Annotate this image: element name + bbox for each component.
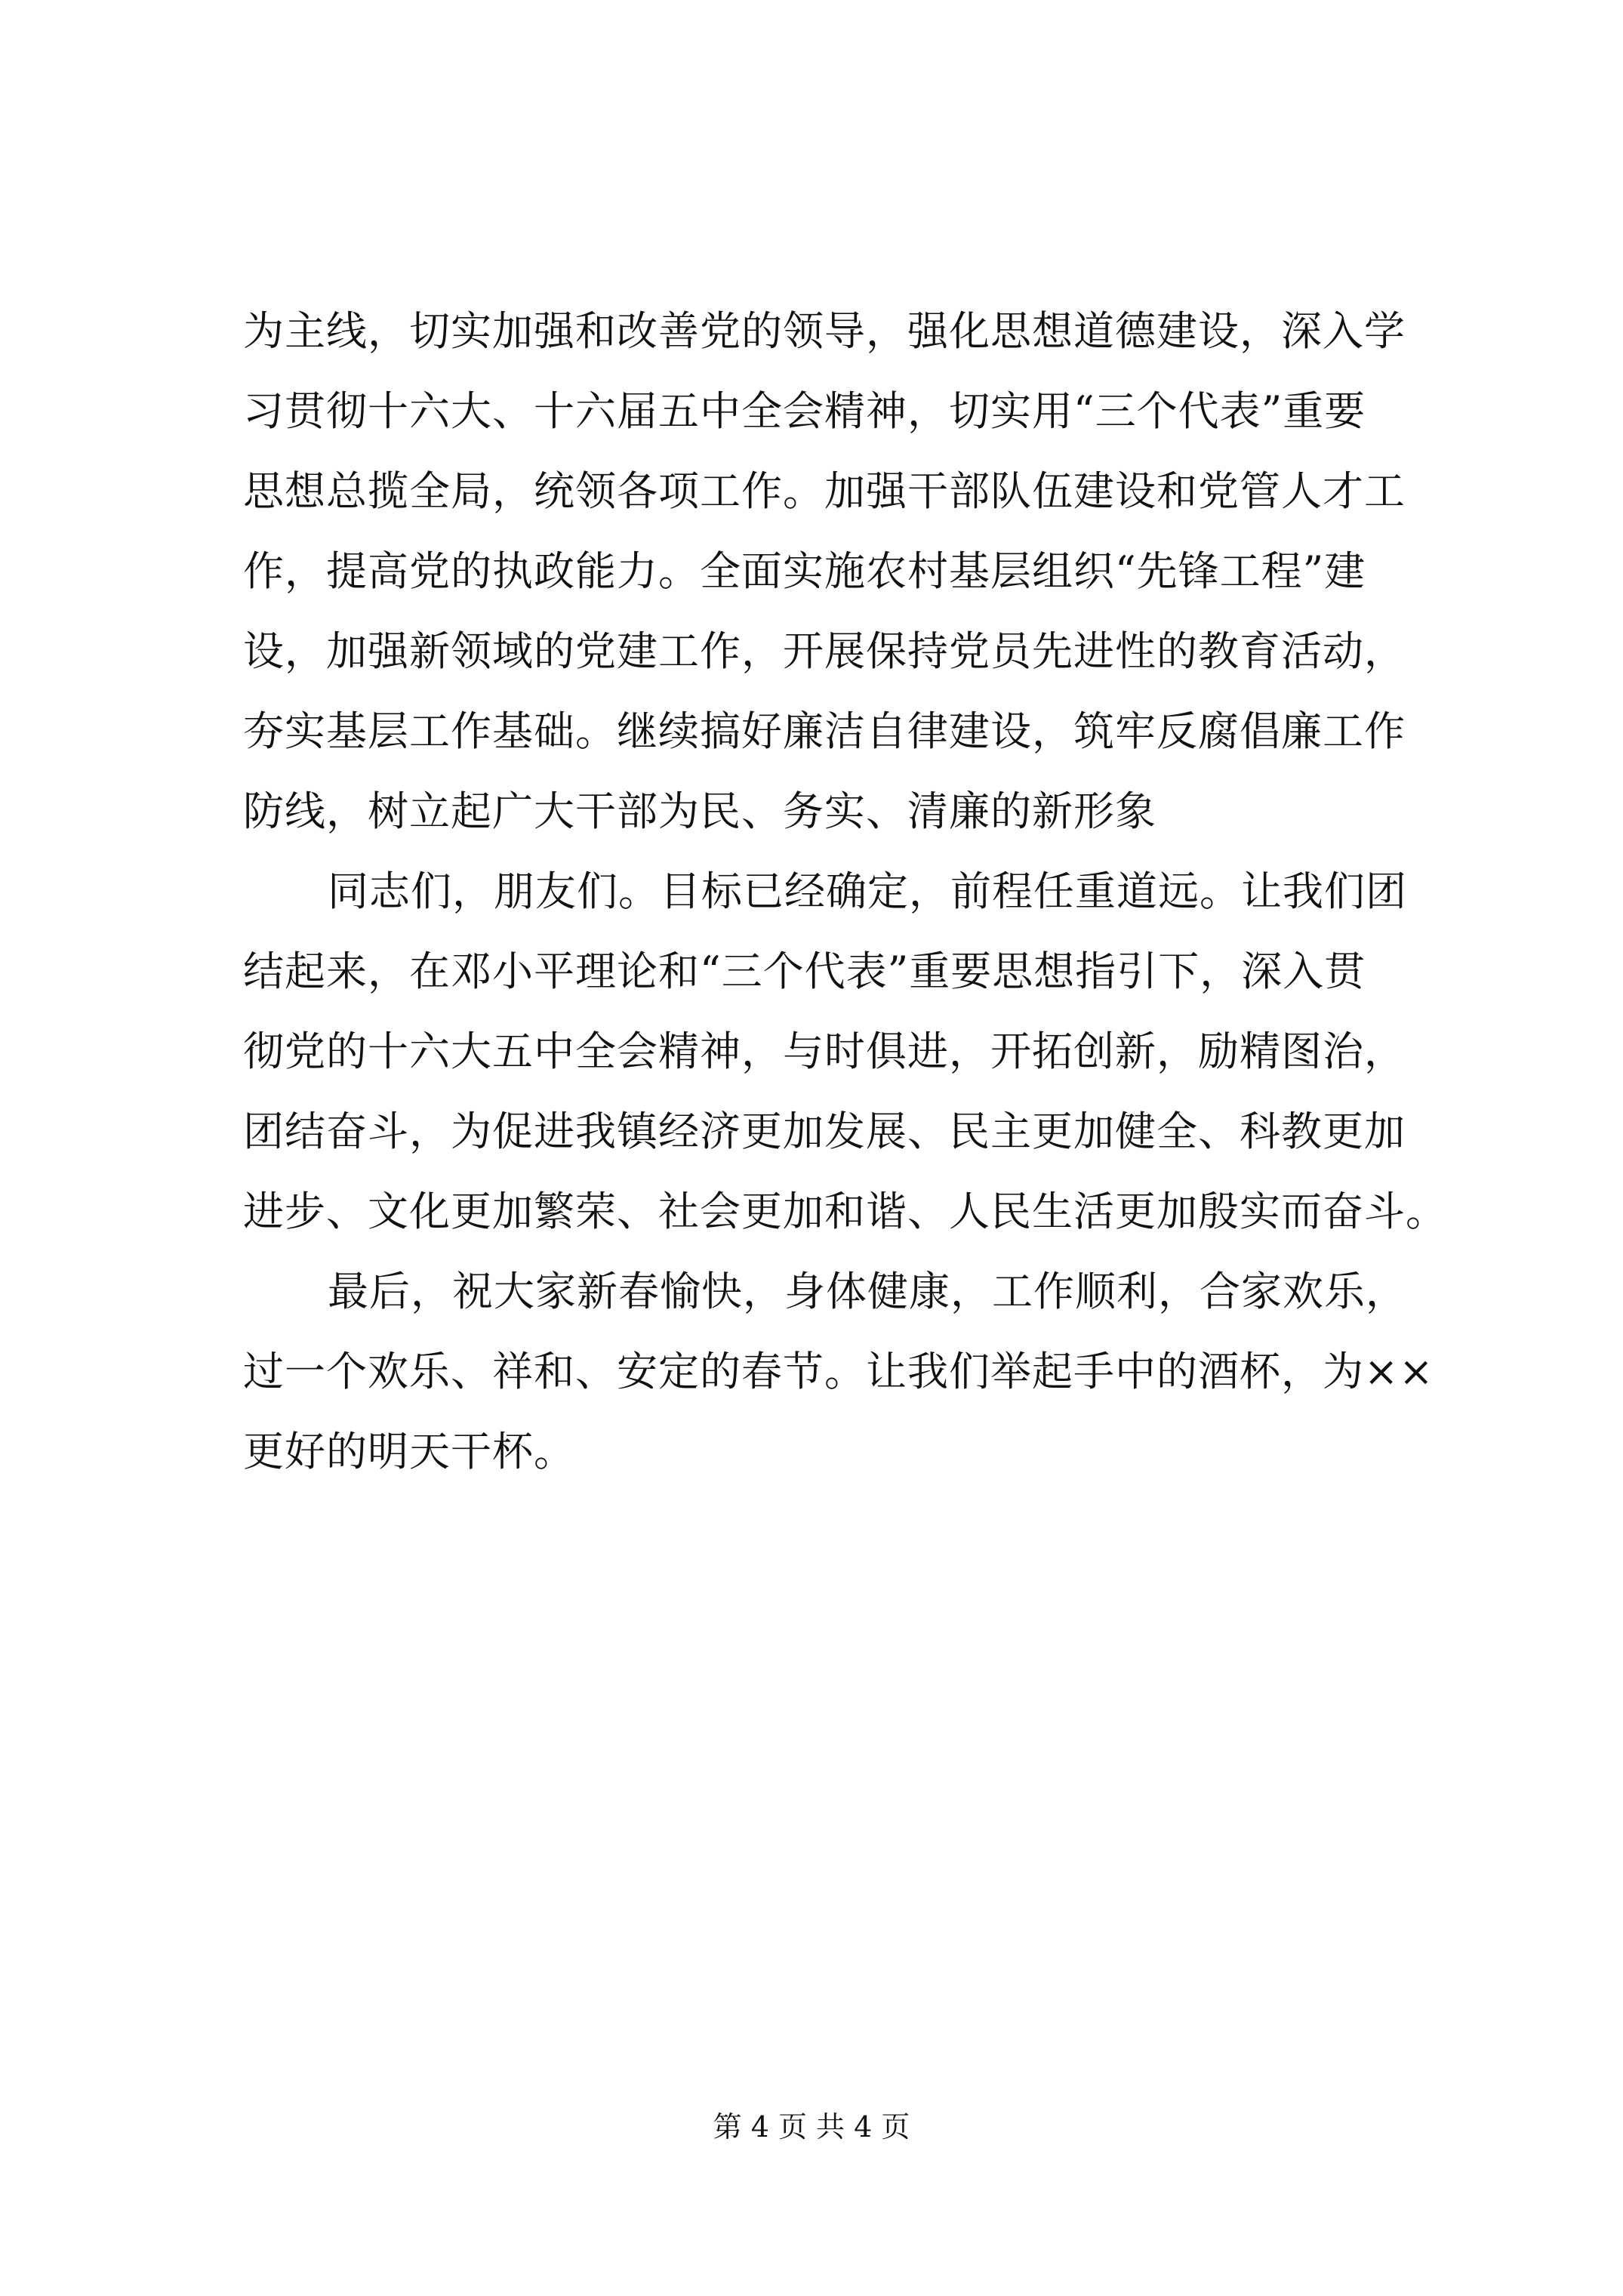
text-line: 防线，树立起广大干部为民、务实、清廉的新形象 bbox=[243, 787, 1156, 835]
paragraph-3 bbox=[243, 1252, 1434, 1492]
text-line: 彻党的十六大五中全会精神，与时俱进，开拓创新，励精图治， bbox=[243, 1028, 1406, 1075]
text-line: 为主线，切实加强和改善党的领导，强化思想道德建设，深入学 bbox=[243, 307, 1406, 355]
text-line: 设，加强新领域的党建工作，开展保持党员先进性的教育活动， bbox=[243, 627, 1406, 675]
text-line: 过一个欢乐、祥和、安定的春节。让我们举起手中的酒杯，为×× bbox=[243, 1348, 1434, 1395]
paragraph-2 bbox=[243, 852, 1447, 1252]
page-number-footer: 第 4 页 共 4 页 bbox=[713, 2110, 910, 2143]
text-line: 习贯彻十六大、十六届五中全会精神，切实用“三个代表”重要 bbox=[243, 387, 1366, 435]
text-line: 更好的明天干杯。 bbox=[243, 1428, 575, 1475]
text-line: 进步、文化更加繁荣、社会更加和谐、人民生活更加殷实而奋斗。 bbox=[243, 1188, 1447, 1235]
text-line: 作，提高党的执政能力。全面实施农村基层组织“先锋工程”建 bbox=[243, 547, 1366, 595]
text-line: 思想总揽全局，统领各项工作。加强干部队伍建设和党管人才工 bbox=[243, 467, 1406, 515]
text-line: 同志们，朋友们。目标已经确定，前程任重道远。让我们团 bbox=[328, 868, 1407, 915]
text-line: 夯实基层工作基础。继续搞好廉洁自律建设，筑牢反腐倡廉工作 bbox=[243, 707, 1406, 755]
text-line: 最后，祝大家新春愉快，身体健康，工作顺利，合家欢乐， bbox=[328, 1268, 1407, 1315]
paragraph-1 bbox=[243, 291, 1421, 852]
text-line: 结起来，在邓小平理论和“三个代表”重要思想指引下，深入贯 bbox=[243, 948, 1366, 995]
text-line: 团结奋斗，为促进我镇经济更加发展、民主更加健全、科教更加 bbox=[243, 1108, 1406, 1155]
body-text bbox=[243, 291, 1447, 1492]
